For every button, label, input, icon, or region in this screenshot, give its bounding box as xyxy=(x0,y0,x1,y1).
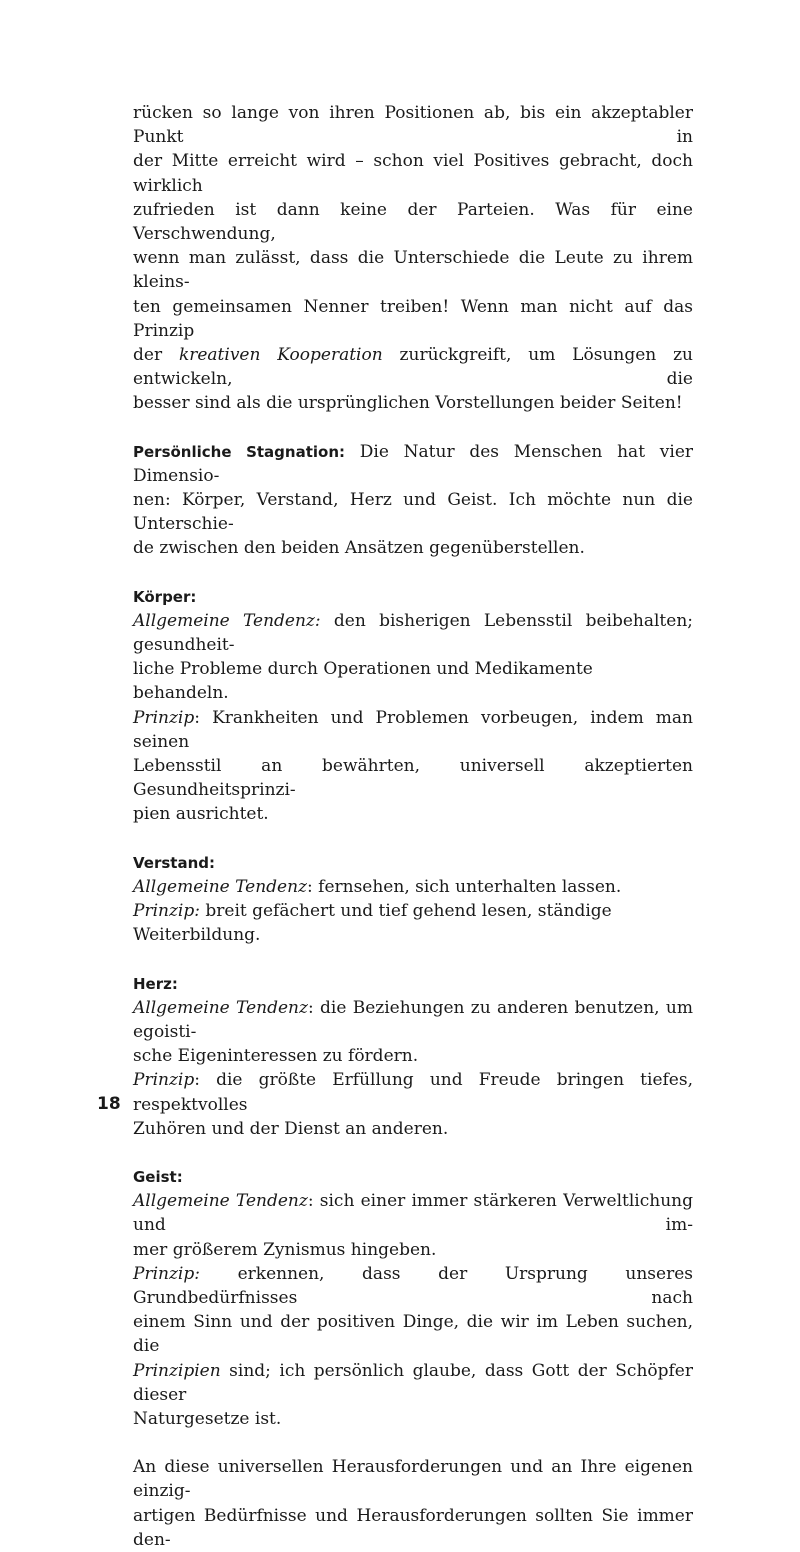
tendenz-label: Allgemeine Tendenz xyxy=(133,1191,308,1212)
emphasis-kreative-kooperation: kreativen Kooperation xyxy=(178,345,383,366)
text-line: besser sind als die ursprünglichen Vorstellungen beider Seiten! xyxy=(133,393,683,414)
text-fragment: : Krankheiten und Problemen vorbeugen, indem man seinen xyxy=(133,707,693,752)
text-line xyxy=(133,899,693,947)
text-fragment: den bisherigen Lebensstil beibehalten; gesundheit- xyxy=(133,610,693,656)
text-line: rücken so lange von ihren Positionen ab, bis ein akzeptabler Punkt in xyxy=(133,103,693,148)
herz-section xyxy=(133,972,693,1141)
text-line: de zwischen den beiden Ansätzen gegenüberstellen. xyxy=(133,538,585,559)
text-fragment: zurückgreift, um Lösungen zu entwickeln, die xyxy=(133,345,693,390)
text-line: Zuhören und der Dienst an anderen. xyxy=(133,1118,449,1139)
text-line xyxy=(133,1359,693,1407)
prinzip-label: Prinzip: xyxy=(133,1263,200,1284)
text-line: ten gemeinsamen Nenner treiben! Wenn man nicht auf das Prinzip xyxy=(133,296,693,341)
text-fragment: der xyxy=(133,345,179,366)
text-fragment: Die Natur des Menschen hat vier Dimensio- xyxy=(133,441,694,486)
text-fragment: : sich einer immer stärkeren Verweltlichung und im- xyxy=(133,1191,693,1236)
text-line: einem Sinn und der positiven Dinge, die wir im Leben suchen, die xyxy=(133,1312,693,1357)
tendenz-label: Allgemeine Tendenz xyxy=(133,997,308,1018)
text-line: artigen Bedürfnisse und Herausforderungen sollten Sie immer den- xyxy=(133,1505,693,1550)
text-line xyxy=(133,996,693,1044)
text-line: mer größerem Zynismus hingeben. xyxy=(133,1239,437,1260)
section-heading-koerper: Körper: xyxy=(133,587,197,606)
text-line: sche Eigeninteressen zu fördern. xyxy=(133,1046,419,1067)
koerper-section xyxy=(133,585,693,827)
stagnation-paragraph xyxy=(133,440,693,561)
text-line: Lebensstil an bewährten, universell akzeptierten Gesundheitsprinzi- xyxy=(133,756,693,801)
text-line: liche Probleme durch Operationen und Medikamente behandeln. xyxy=(133,659,593,704)
text-line xyxy=(133,1189,693,1237)
verstand-section xyxy=(133,851,693,948)
text-line xyxy=(133,440,693,488)
text-fragment: : die größte Erfüllung und Freude bringen tiefes, respektvolles xyxy=(133,1070,693,1115)
section-heading-verstand: Verstand: xyxy=(133,853,215,872)
text-line: pien ausrichtet. xyxy=(133,804,269,825)
text-line xyxy=(133,1068,693,1116)
intro-paragraph xyxy=(133,101,693,416)
section-heading-herz: Herz: xyxy=(133,974,178,993)
text-line: An diese universellen Herausforderungen und an Ihre eigenen einzig- xyxy=(133,1457,693,1502)
text-line: zufrieden ist dann keine der Parteien. Was für eine Verschwendung, xyxy=(133,199,693,245)
page-number: 18 xyxy=(97,1094,121,1114)
text-line: der Mitte erreicht wird – schon viel Positives gebracht, doch wirklich xyxy=(133,151,693,196)
tendenz-label: Allgemeine Tendenz: xyxy=(133,610,321,631)
prinzip-label: Prinzip xyxy=(133,707,195,728)
page-body xyxy=(133,101,693,1552)
text-fragment: : die Beziehungen zu anderen benutzen, um egoisti- xyxy=(133,997,693,1042)
text-line: wenn man zulässt, dass die Unterschiede die Leute zu ihrem kleins- xyxy=(133,248,693,293)
text-fragment: sind; ich persönlich glaube, dass Gott der Schöpfer dieser xyxy=(133,1360,693,1405)
text-line: nen: Körper, Verstand, Herz und Geist. Ich möchte nun die Unterschie- xyxy=(133,490,693,535)
section-heading-geist: Geist: xyxy=(133,1167,183,1186)
prinzip-label: Prinzip: xyxy=(133,901,200,922)
text-fragment: erkennen, dass der Ursprung unseres Grundbedürfnisses nach xyxy=(133,1263,693,1308)
geist-section xyxy=(133,1165,693,1431)
text-line xyxy=(133,1262,693,1310)
text-line: Naturgesetze ist. xyxy=(133,1408,282,1429)
closing-paragraph xyxy=(133,1455,693,1552)
text-line xyxy=(133,706,693,754)
section-heading-stagnation: Persönliche Stagnation: xyxy=(133,442,346,461)
text-fragment: : fernsehen, sich unterhalten lassen. xyxy=(307,876,622,897)
text-line xyxy=(133,343,693,391)
tendenz-label: Allgemeine Tendenz xyxy=(133,876,308,897)
emphasis-prinzipien: Prinzipien xyxy=(133,1360,221,1381)
text-line xyxy=(133,875,693,899)
text-fragment: breit gefächert und tief gehend lesen, ständige Weiterbildung. xyxy=(133,901,612,946)
prinzip-label: Prinzip xyxy=(133,1070,195,1091)
text-line xyxy=(133,609,693,657)
